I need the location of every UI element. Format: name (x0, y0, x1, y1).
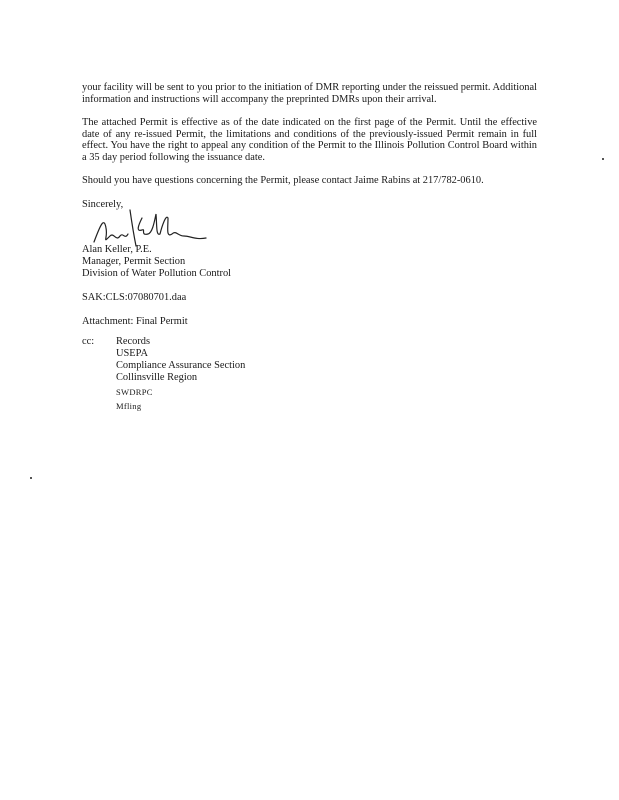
cc-item: USEPA (116, 348, 148, 359)
scan-speck (602, 158, 604, 160)
scan-speck (30, 477, 32, 479)
cc-item-small: Mfling (116, 401, 142, 411)
signer-name: Alan Keller, P.E. (82, 244, 152, 255)
signer-title: Manager, Permit Section (82, 256, 186, 267)
cc-item-small: SWDRPC (116, 387, 153, 397)
cc-item: Records (116, 336, 151, 347)
cc-item: Collinsville Region (116, 372, 198, 383)
paragraph-contact: Should you have questions concerning the Permit, please contact Jaime Rabins at 217/782-0610. (82, 175, 484, 186)
paragraph-dmr-reporting: your facility will be sent to you prior to the initiation of DMR reporting under the reissued permit. Additional information and instructions will accompany the preprinted DMRs upon their arrival. (82, 82, 537, 105)
closing: Sincerely, (82, 199, 124, 210)
cc-list (116, 336, 245, 412)
signer-division: Division of Water Pollution Control (82, 268, 232, 279)
paragraph-effective-date: The attached Permit is effective as of the date indicated on the first page of the Permit. Until the effective date of any re-issued Permit, the limitations and conditions of the previously-issued Permit remain in full effect. You have the right to appeal any condition of the Permit to the Illinois Pollution Control Board within a 35 day period following the issuance date. (82, 117, 537, 163)
attachment-line: Attachment: Final Permit (82, 316, 188, 327)
reference-code: SAK:CLS:07080701.daa (82, 292, 187, 303)
cc-label: cc: (82, 336, 95, 347)
cc-item: Compliance Assurance Section (116, 360, 246, 371)
